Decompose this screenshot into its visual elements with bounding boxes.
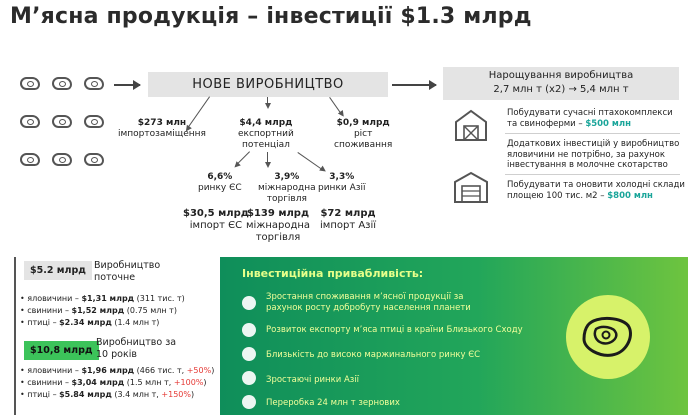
globe-icon <box>242 296 256 310</box>
future-production-badge: $10,8 млрд <box>24 341 99 360</box>
export-potential: $4,4 млрд експортний потенціал <box>238 118 294 150</box>
growth-title: Нарощування виробництва <box>488 70 634 81</box>
import-substitution: $273 млн імпортозаміщення <box>118 118 206 139</box>
steak-icon <box>20 115 40 128</box>
wheat-icon <box>242 395 256 409</box>
future-production-label: Виробництво за 10 років <box>96 337 177 360</box>
steak-icon <box>52 115 72 128</box>
connector-arrow <box>235 151 250 166</box>
growth-values: 2,7 млн т (х2) → 5,4 млн т <box>493 84 629 95</box>
divider <box>505 133 680 134</box>
right-item-cold-storage: Побудувати та оновити холодні склади площею 100 тис. м2 – $800 млн <box>507 180 685 201</box>
steak-icon <box>52 77 72 90</box>
warehouse-icon <box>453 170 489 204</box>
world-trade-share: 3,9% міжнародна торгівля <box>258 172 316 204</box>
connector-arrow <box>267 97 268 107</box>
current-production-label: Виробництво поточне <box>94 260 161 283</box>
attractiveness-item: Зростаючі ринки Азії <box>266 375 360 385</box>
steak-icon <box>20 153 40 166</box>
asia-market-share: 3,3% ринки Азії <box>318 172 366 193</box>
connector-arrow <box>267 152 268 166</box>
new-production-box: НОВЕ ВИРОБНИЦТВО <box>148 72 388 97</box>
attractiveness-item: Зростання споживання м’ясної продукції за рахунок росту добробуту населення планети <box>266 292 471 313</box>
list-item: • свинини – $3,04 млрд (1.5 млн т, +100%) <box>20 378 207 387</box>
current-production-list <box>20 293 185 329</box>
arrow-icon: → <box>568 84 577 95</box>
steak-icon <box>52 153 72 166</box>
chicken-icon <box>242 323 256 337</box>
barn-icon <box>453 108 489 142</box>
arrow-right-icon <box>392 84 436 86</box>
attractiveness-item: Розвиток експорту м’яса птиці в країни Близького Сходу <box>266 325 523 335</box>
production-growth-box <box>443 67 679 100</box>
list-item: • птиці – $2.34 млрд (1.4 млн т) <box>20 318 160 327</box>
steak-icon <box>84 77 104 90</box>
globe-asia-icon <box>242 371 256 385</box>
future-production-list <box>20 365 214 401</box>
steak-icon <box>84 115 104 128</box>
production-panel <box>14 257 219 415</box>
right-item-poultry-farms: Побудувати сучасні птахокомплекси та свиноферми – $500 млн <box>507 108 673 129</box>
steak-icon <box>20 77 40 90</box>
attractiveness-title: Інвестиційна привабливість: <box>242 267 424 280</box>
steak-icon <box>566 295 650 379</box>
attractiveness-item: Близькість до високо маржинального ринку ЄС <box>266 350 481 360</box>
arrow-right-icon <box>114 84 140 86</box>
page-title: М’ясна продукція – інвестиції $1.3 млрд <box>10 4 532 29</box>
meat-badge <box>566 295 650 379</box>
divider <box>505 174 680 175</box>
eu-stars-icon <box>242 347 256 361</box>
list-item: • птиці – $5.84 млрд (3.4 млн т, +150%) <box>20 390 195 399</box>
connector-arrow <box>297 152 324 171</box>
list-item: • яловичини – $1,96 млрд (466 тис. т, +50%) <box>20 366 215 375</box>
steak-icon <box>84 153 104 166</box>
consumption-growth: $0,9 млрд ріст споживання <box>334 118 393 150</box>
list-item: • яловичини – $1,31 млрд (311 тис. т) <box>20 294 185 303</box>
connector-arrow <box>329 97 342 116</box>
attractiveness-item: Переробка 24 млн т зернових <box>266 398 400 408</box>
eu-import: $30,5 млрд імпорт ЄС <box>183 208 249 231</box>
right-item-beef: Додаткових інвестицій у виробництво яловичини не потрібно, за рахунок інвестування в молочне скотарство <box>507 139 680 170</box>
eu-market-share: 6,6% ринку ЄС <box>198 172 242 193</box>
asia-import: $72 млрд імпорт Азії <box>320 208 377 231</box>
current-production-badge: $5.2 млрд <box>24 261 92 280</box>
world-trade: $139 млрд міжнародна торгівля <box>246 208 311 243</box>
list-item: • свинини – $1,52 млрд (0.75 млн т) <box>20 306 177 315</box>
